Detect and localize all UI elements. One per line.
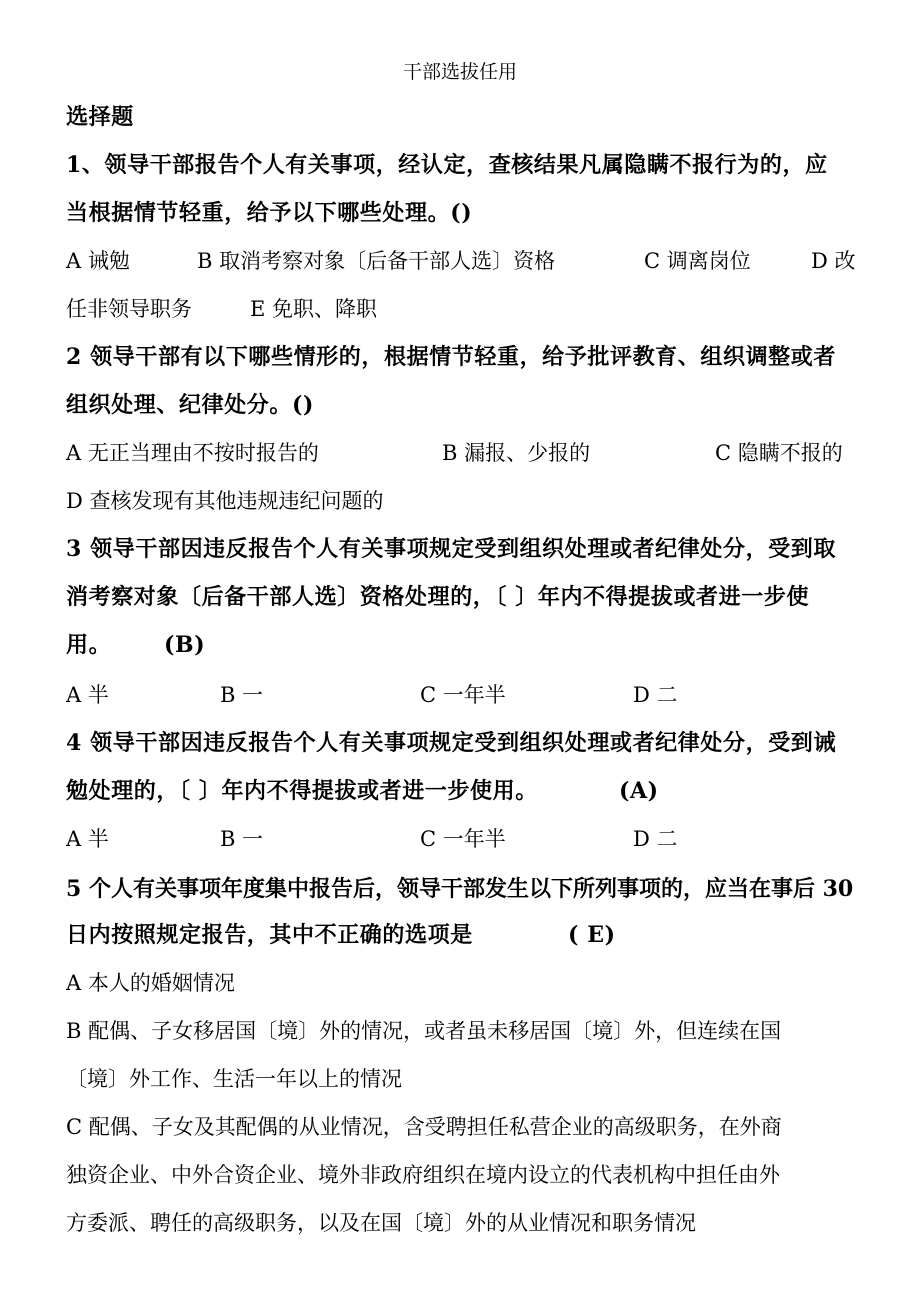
q2-option-b: B 漏报、少报的 [442, 441, 591, 465]
q1-options-row-1 [66, 246, 866, 276]
q3-option-b: B 一 [220, 683, 264, 707]
q5-answer: ( E) [568, 922, 616, 948]
q5-text-line-2: 日内按照规定报告，其中不正确的选项是 [66, 922, 473, 948]
q4-option-a: A 半 [66, 827, 109, 851]
q3-options-row [66, 680, 766, 710]
q4-options-row [66, 824, 766, 854]
document-title: 干部选拔任用 [402, 61, 517, 83]
q3-text-line-2: 消考察对象〔后备干部人选〕资格处理的，〔 〕年内不得提拔或者进一步使 [66, 584, 810, 610]
q1-option-d-start: D 改 [811, 249, 856, 273]
q5-option-c-line-2: 独资企业、中外合资企业、境外非政府组织在境内设立的代表机构中担任由外 [66, 1163, 780, 1187]
q2-option-a: A 无正当理由不按时报告的 [66, 441, 319, 465]
q4-text-line-1: 4 领导干部因违反报告个人有关事项规定受到组织处理或者纪律处分，受到诫 [66, 730, 836, 756]
q4-text-line-2: 勉处理的，〔 〕年内不得提拔或者进一步使用。 [66, 778, 538, 804]
q3-option-a: A 半 [66, 683, 109, 707]
q1-option-b: B 取消考察对象〔后备干部人选〕资格 [197, 249, 556, 273]
q4-text-line-2-row [66, 776, 766, 806]
q4-answer: (A) [619, 778, 659, 804]
q3-answer: (B) [164, 632, 206, 658]
q4-option-d: D 二 [633, 827, 678, 851]
q5-option-c-line-3: 方委派、聘任的高级职务，以及在国〔境〕外的从业情况和职务情况 [66, 1211, 696, 1235]
q3-text-line-1: 3 领导干部因违反报告个人有关事项规定受到组织处理或者纪律处分，受到取 [66, 536, 836, 562]
q2-text-line-2: 组织处理、纪律处分。() [66, 392, 315, 418]
q1-option-d-end: 任非领导职务 [66, 297, 192, 321]
q3-option-c: C 一年半 [420, 683, 506, 707]
q5-option-c-line-1: C 配偶、子女及其配偶的从业情况，含受聘担任私营企业的高级职务，在外商 [66, 1115, 782, 1139]
q2-option-c: C 隐瞒不报的 [715, 441, 843, 465]
q5-option-b-line-1: B 配偶、子女移居国〔境〕外的情况，或者虽未移居国〔境〕外，但连续在国 [66, 1019, 782, 1043]
q2-text-line-1: 2 领导干部有以下哪些情形的，根据情节轻重，给予批评教育、组织调整或者 [66, 344, 836, 370]
q5-option-b-line-2: 〔境〕外工作、生活一年以上的情况 [66, 1067, 402, 1091]
q5-option-a: A 本人的婚姻情况 [66, 971, 235, 995]
q1-option-c: C 调离岗位 [644, 249, 751, 273]
q3-option-d: D 二 [633, 683, 678, 707]
q3-text-line-3 [66, 630, 266, 660]
q5-text-line-2-row [66, 920, 766, 950]
q4-option-c: C 一年半 [420, 827, 506, 851]
q2-option-d: D 查核发现有其他违规违纪问题的 [66, 489, 384, 513]
q1-option-e: E 免职、降职 [250, 297, 378, 321]
section-heading: 选择题 [66, 104, 134, 130]
q5-text-line-1: 5 个人有关事项年度集中报告后，领导干部发生以下所列事项的，应当在事后 30 [66, 876, 854, 902]
q4-option-b: B 一 [220, 827, 264, 851]
q2-options-row-1 [66, 438, 866, 468]
q1-options-row-2 [66, 294, 666, 324]
q1-text-line-2: 当根据情节轻重，给予以下哪些处理。() [66, 200, 473, 226]
q1-text-line-1: 1、领导干部报告个人有关事项，经认定，查核结果凡属隐瞒不报行为的，应 [66, 152, 828, 178]
q3-text-end: 用。 [66, 632, 112, 658]
q1-option-a: A 诫勉 [66, 249, 130, 273]
